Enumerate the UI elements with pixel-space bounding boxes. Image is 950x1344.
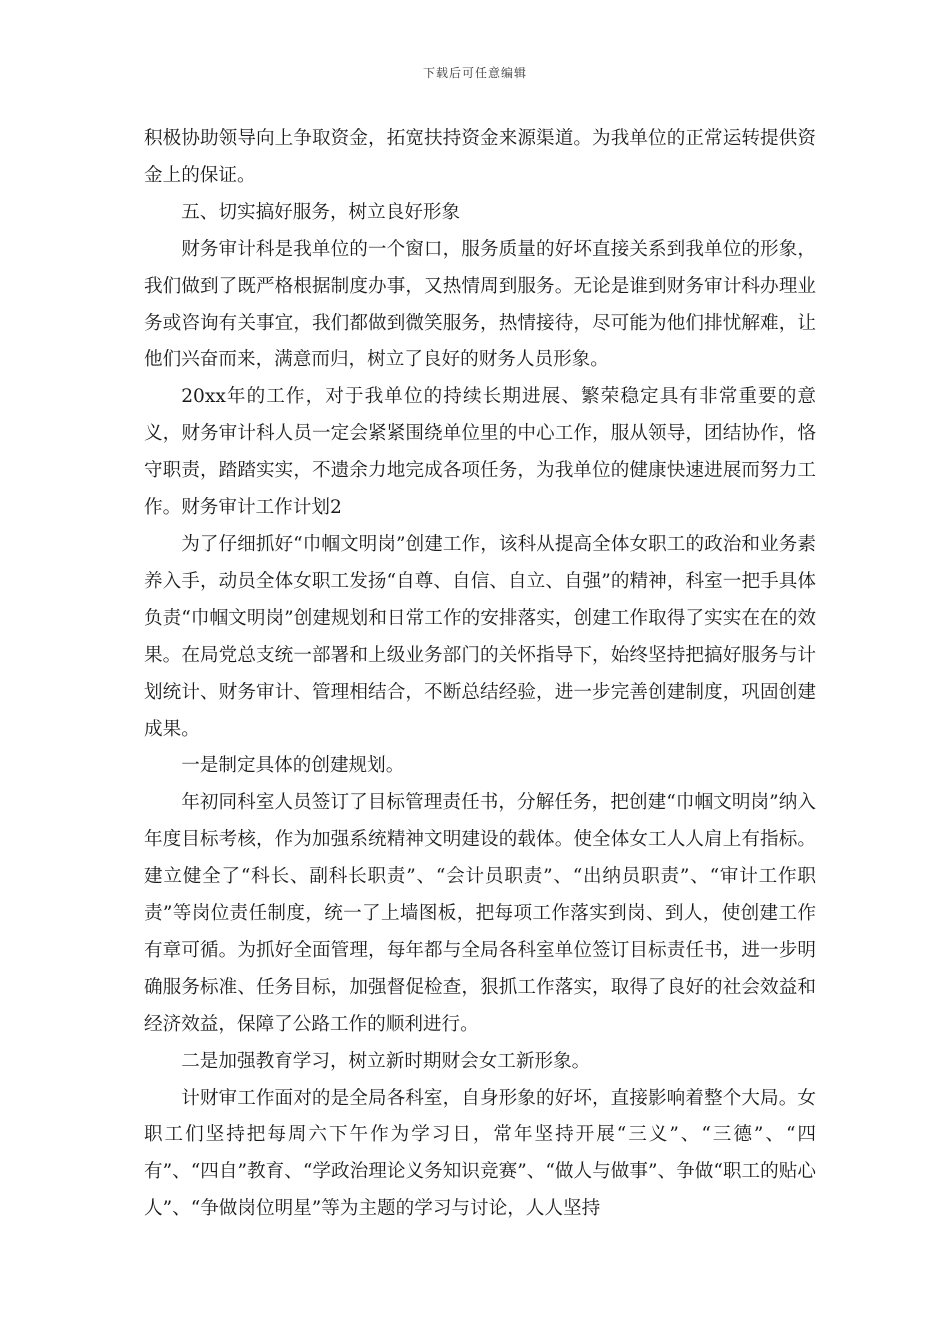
header-note: 下载后可任意编辑 [422,66,527,80]
subheading-education: 二是加强教育学习，树立新时期财会女工新形象。 [181,1050,591,1072]
paragraph-year-work: 20xx年的工作，对于我单位的持续长期进展、繁荣稳定具有非常重要的意义，财务审计科人员一定会紧紧围绕单位里的中心工作，服从领导，团结协作，恪守职责，踏踏实实，不遗余力地完成各项任务，为我单位的健康快速进展而努力工作。财务审计工作计划2 [144,386,816,519]
section-heading-five: 五、切实搞好服务，树立良好形象 [181,201,461,223]
subheading-plan: 一是制定具体的创建规划。 [181,755,405,777]
paragraph-service: 财务审计科是我单位的一个窗口，服务质量的好坏直接关系到我单位的形象，我们做到了既严格根据制度办事，又热情周到服务。无论是谁到财务审计科办理业务或咨询有关事宜，我们都做到微笑服务，热情接待，尽可能为他们排忧解难，让他们兴奋而来，满意而归，树立了良好的财务人员形象。 [144,238,816,371]
paragraph-continuation: 积极协助领导向上争取资金，拓宽扶持资金来源渠道。为我单位的正常运转提供资金上的保证。 [144,128,816,186]
paragraph-civilized-post: 为了仔细抓好“巾帼文明岗”创建工作，该科从提高全体女职工的政治和业务素养入手，动员全体女职工发扬“自尊、自信、自立、自强”的精神，科室一把手具体负责“巾帼文明岗”创建规划和日常工作的安排落实，创建工作取得了实实在在的效果。在局党总支统一部署和上级业务部门的关怀指导下，始终坚持把搞好服务与计划统计、财务审计、管理相结合，不断总结经验，进一步完善创建制度，巩固创建成果。 [144,533,816,740]
document-body [144,121,816,1228]
paragraph-study: 计财审工作面对的是全局各科室，自身形象的好坏，直接影响着整个大局。女职工们坚持把每周六下午作为学习日，常年坚持开展“三义”、“三德”、“四有”、“四自”教育、“学政治理论义务知识竞赛”、“做人与做事”、争做“职工的贴心人”、“争做岗位明星”等为主题的学习与讨论，人人坚持 [144,1087,816,1220]
paragraph-responsibility: 年初同科室人员签订了目标管理责任书，分解任务，把创建“巾帼文明岗”纳入年度目标考核，作为加强系统精神文明建设的载体。使全体女工人人肩上有指标。建立健全了“科长、副科长职责”、“会计员职责”、“出纳员职责”、“审计工作职责”等岗位责任制度，统一了上墙图板，把每项工作落实到岗、到人，使创建工作有章可循。为抓好全面管理，每年都与全局各科室单位签订目标责任书，进一步明确服务标准、任务目标，加强督促检查，狠抓工作落实，取得了良好的社会效益和经济效益，保障了公路工作的顺利进行。 [144,792,816,1035]
